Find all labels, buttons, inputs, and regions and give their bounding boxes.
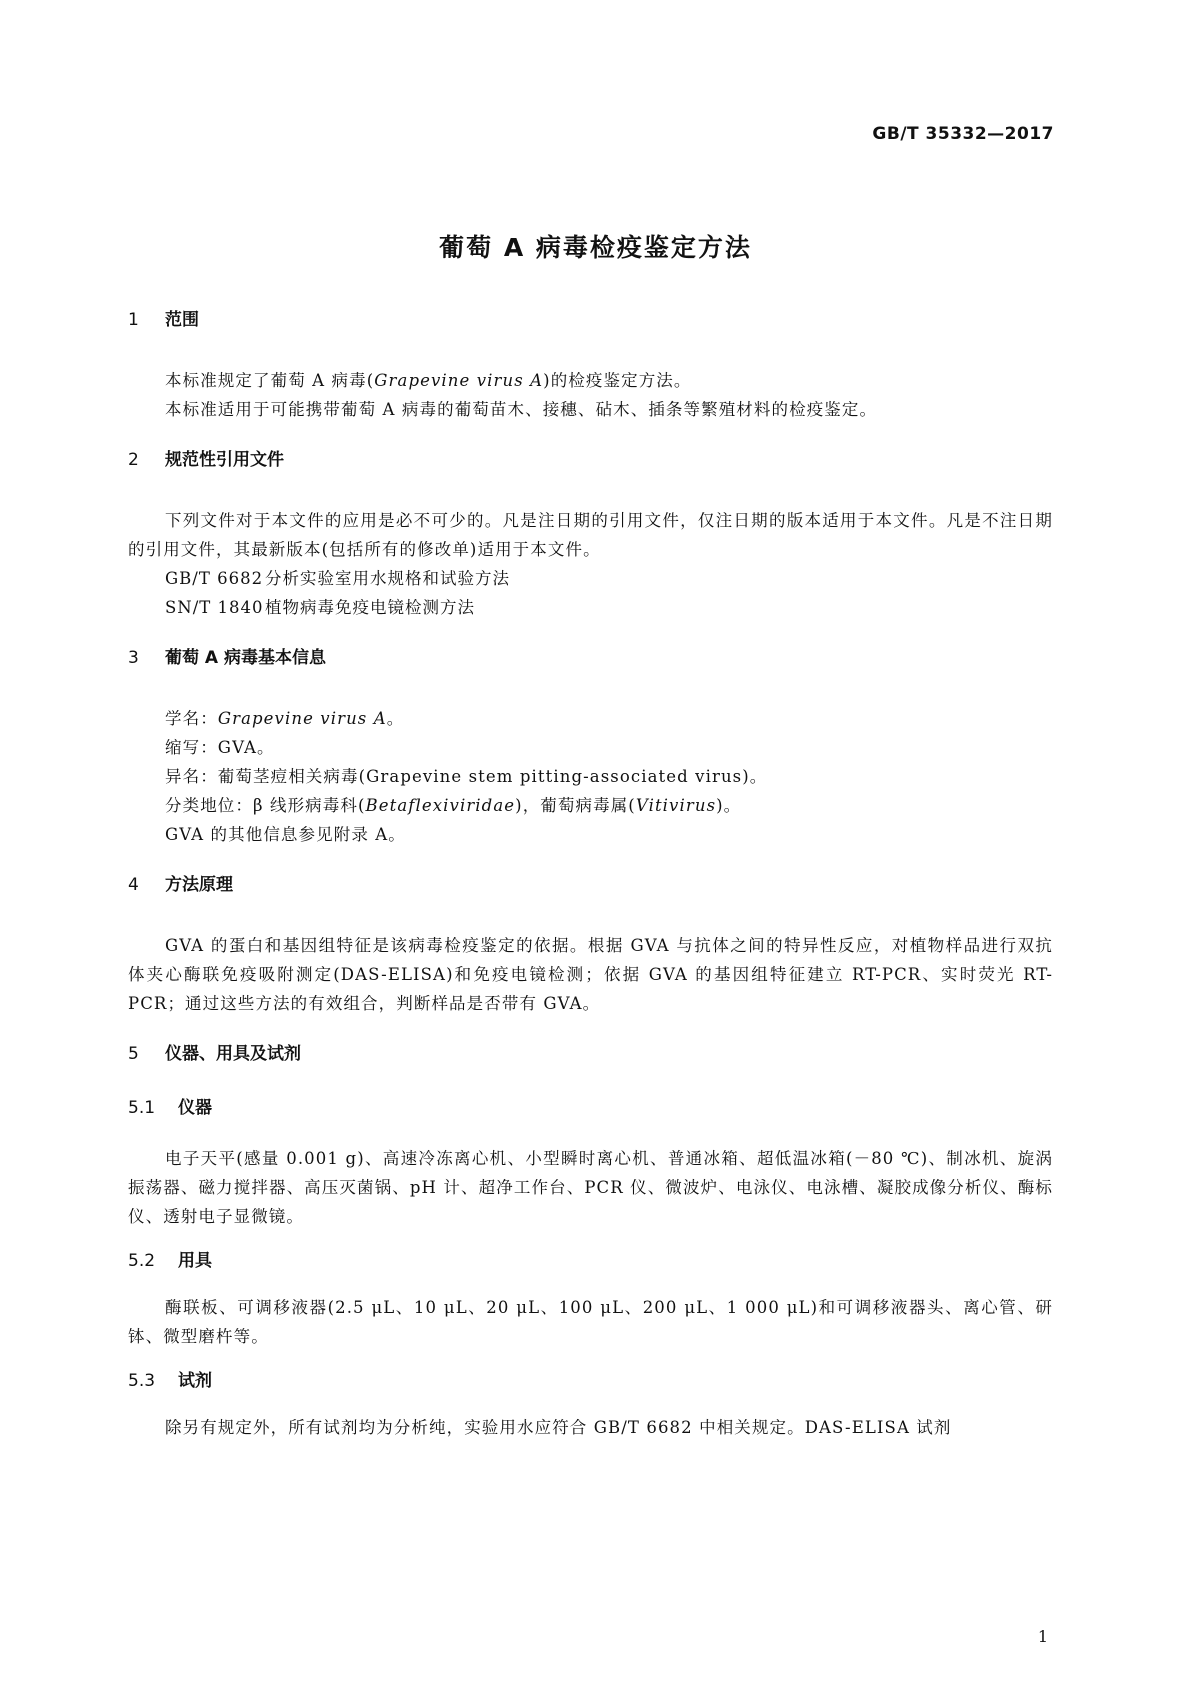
s5-1-paragraph: 电子天平(感量 0.001 g)、高速冷冻离心机、小型瞬时离心机、普通冰箱、超低温冰箱(－80 ℃)、制冰机、旋涡振荡器、磁力搅拌器、高压灭菌锅、pH 计、超净工作台、PCR 仪、微波炉、电泳仪、电泳槽、凝胶成像分析仪、酶标仪、透射电子显微镜。 — [128, 1149, 1053, 1226]
section-number: 2 — [128, 450, 139, 470]
s3-line-2: 缩写：GVA。 — [165, 738, 275, 757]
section-1-heading — [128, 308, 1053, 332]
section-title: 规范性引用文件 — [165, 450, 284, 470]
section-title: 试剂 — [178, 1371, 212, 1391]
s5-2-paragraph: 酶联板、可调移液器(2.5 μL、10 μL、20 μL、100 μL、200 μL、1 000 μL)和可调移液器头、离心管、研钵、微型磨杵等。 — [128, 1298, 1053, 1346]
section-title: 葡萄 A 病毒基本信息 — [165, 648, 326, 668]
reference-title: 植物病毒免疫电镜检测方法 — [265, 598, 475, 617]
italic-text: Betaflexiviridae — [365, 796, 516, 815]
reference-code: SN/T 1840 — [165, 598, 264, 617]
section-title: 仪器、用具及试剂 — [165, 1044, 301, 1064]
section-5-3-heading — [128, 1369, 1053, 1393]
section-number: 4 — [128, 875, 139, 895]
reference-title: 分析实验室用水规格和试验方法 — [265, 569, 510, 588]
text: 学名： — [165, 709, 218, 728]
section-4-heading — [128, 873, 1053, 897]
section-5-1-heading — [128, 1096, 1053, 1120]
section-title: 范围 — [165, 310, 199, 330]
section-5-2-heading — [128, 1249, 1053, 1273]
text: 。 — [386, 709, 405, 728]
section-2-heading — [128, 448, 1053, 472]
s2-paragraph-1: 下列文件对于本文件的应用是必不可少的。凡是注日期的引用文件，仅注日期的版本适用于本文件。凡是不注日期的引用文件，其最新版本(包括所有的修改单)适用于本文件。 — [128, 511, 1053, 559]
section-number: 1 — [128, 310, 139, 330]
standard-number: GB/T 35332—2017 — [872, 124, 1054, 144]
reference-item — [128, 593, 1053, 622]
italic-text: Grapevine virus A — [217, 709, 387, 728]
text: )。 — [716, 796, 742, 815]
s4-paragraph-1: GVA 的蛋白和基因组特征是该病毒检疫鉴定的依据。根据 GVA 与抗体之间的特异性反应，对植物样品进行双抗体夹心酶联免疫吸附测定(DAS-ELISA)和免疫电镜检测；依据 GVA 的基因组特征建立 RT-PCR、实时荧光 RT-PCR；通过这些方法的有效组合，判断样品是否带有 GVA。 — [128, 936, 1053, 1013]
reference-code: GB/T 6682 — [165, 569, 264, 588]
section-title: 仪器 — [178, 1098, 212, 1118]
page-number: 1 — [1037, 1627, 1048, 1646]
s1-paragraph-2: 本标准适用于可能携带葡萄 A 病毒的葡萄苗木、接穗、砧木、插条等繁殖材料的检疫鉴定。 — [165, 400, 878, 419]
s3-line-1 — [128, 704, 1053, 733]
section-title: 方法原理 — [165, 875, 233, 895]
section-number: 5.2 — [128, 1251, 156, 1271]
text: )，葡萄病毒属( — [515, 796, 636, 815]
document-body — [128, 308, 1053, 1442]
s1-paragraph-1 — [128, 366, 1053, 395]
s3-line-4 — [128, 791, 1053, 820]
italic-text: Vitivirus — [635, 796, 717, 815]
text: 分类地位：β 线形病毒科( — [165, 796, 366, 815]
text: 本标准规定了葡萄 A 病毒( — [165, 371, 375, 390]
section-number: 5.3 — [128, 1371, 156, 1391]
s5-3-paragraph: 除另有规定外，所有试剂均为分析纯，实验用水应符合 GB/T 6682 中相关规定。DAS-ELISA 试剂 — [165, 1418, 952, 1437]
s3-line-3: 异名：葡萄茎痘相关病毒(Grapevine stem pitting-associated virus)。 — [165, 767, 768, 786]
section-title: 用具 — [178, 1251, 212, 1271]
section-5-heading — [128, 1042, 1053, 1066]
s3-line-5: GVA 的其他信息参见附录 A。 — [165, 825, 406, 844]
italic-text: Grapevine virus A — [374, 371, 544, 390]
section-number: 5 — [128, 1044, 139, 1064]
reference-item — [128, 564, 1053, 593]
document-title: 葡萄 A 病毒检疫鉴定方法 — [439, 233, 752, 262]
section-number: 5.1 — [128, 1098, 156, 1118]
section-3-heading — [128, 646, 1053, 670]
section-number: 3 — [128, 648, 139, 668]
text: )的检疫鉴定方法。 — [543, 371, 692, 390]
